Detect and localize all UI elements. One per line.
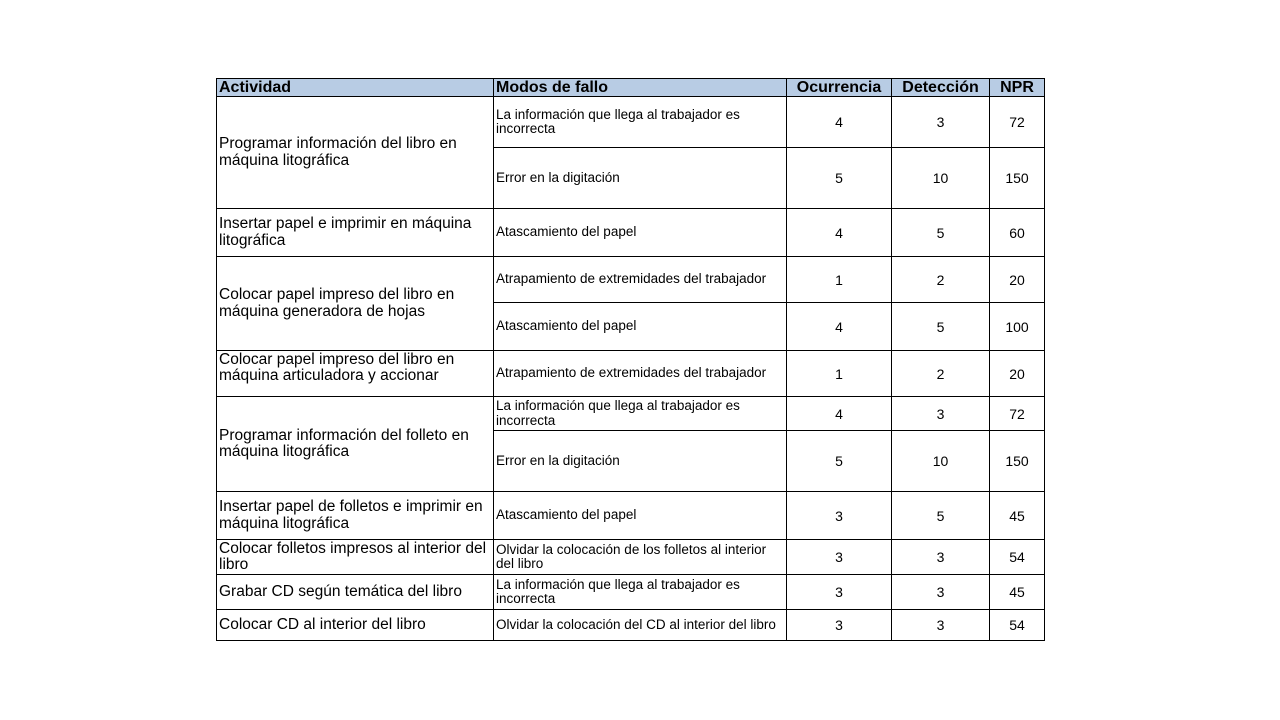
activity-cell: Grabar CD según temática del libro [217,575,494,610]
activity-cell: Insertar papel e imprimir en máquina litográfica [217,209,494,257]
activity-cell: Programar información del libro en máquina litográfica [217,97,494,209]
table-row [217,257,1045,303]
failure-mode-cell: Atascamiento del papel [494,209,787,257]
detection-cell: 3 [892,610,990,641]
detection-cell: 5 [892,209,990,257]
npr-cell: 54 [990,610,1045,641]
detection-cell: 5 [892,492,990,540]
table-row [217,540,1045,575]
detection-cell: 2 [892,351,990,397]
detection-cell: 10 [892,148,990,209]
activity-cell: Colocar CD al interior del libro [217,610,494,641]
npr-cell: 20 [990,257,1045,303]
header-deteccion: Detección [892,79,990,97]
npr-cell: 20 [990,351,1045,397]
failure-mode-cell: Error en la digitación [494,148,787,209]
occurrence-cell: 4 [787,303,892,351]
npr-cell: 45 [990,575,1045,610]
detection-cell: 10 [892,431,990,492]
table-row [217,209,1045,257]
fmea-table [216,78,1045,641]
header-ocurrencia: Ocurrencia [787,79,892,97]
activity-cell: Insertar papel de folletos e imprimir en máquina litográfica [217,492,494,540]
occurrence-cell: 4 [787,397,892,431]
failure-mode-cell: Error en la digitación [494,431,787,492]
npr-cell: 45 [990,492,1045,540]
occurrence-cell: 1 [787,257,892,303]
table-row [217,610,1045,641]
activity-cell: Programar información del folleto en máquina litográfica [217,397,494,492]
table-row [217,397,1045,431]
detection-cell: 5 [892,303,990,351]
occurrence-cell: 5 [787,148,892,209]
failure-mode-cell: La información que llega al trabajador es incorrecta [494,397,787,431]
header-row [217,79,1045,97]
occurrence-cell: 4 [787,209,892,257]
failure-mode-cell: Atascamiento del papel [494,492,787,540]
npr-cell: 72 [990,397,1045,431]
npr-cell: 100 [990,303,1045,351]
activity-cell: Colocar papel impreso del libro en máquina generadora de hojas [217,257,494,351]
header-modos-de-fallo: Modos de fallo [494,79,787,97]
occurrence-cell: 3 [787,540,892,575]
table-row [217,492,1045,540]
table-row [217,97,1045,148]
failure-mode-cell: Olvidar la colocación de los folletos al interior del libro [494,540,787,575]
detection-cell: 3 [892,575,990,610]
occurrence-cell: 1 [787,351,892,397]
npr-cell: 150 [990,431,1045,492]
failure-mode-cell: La información que llega al trabajador es incorrecta [494,575,787,610]
occurrence-cell: 3 [787,610,892,641]
header-actividad: Actividad [217,79,494,97]
activity-cell: Colocar folletos impresos al interior del libro [217,540,494,575]
occurrence-cell: 4 [787,97,892,148]
failure-mode-cell: Atrapamiento de extremidades del trabajador [494,351,787,397]
detection-cell: 3 [892,397,990,431]
header-npr: NPR [990,79,1045,97]
failure-mode-cell: La información que llega al trabajador es incorrecta [494,97,787,148]
failure-mode-cell: Olvidar la colocación del CD al interior del libro [494,610,787,641]
detection-cell: 3 [892,540,990,575]
detection-cell: 2 [892,257,990,303]
occurrence-cell: 3 [787,575,892,610]
occurrence-cell: 5 [787,431,892,492]
table-row [217,575,1045,610]
npr-cell: 60 [990,209,1045,257]
failure-mode-cell: Atascamiento del papel [494,303,787,351]
detection-cell: 3 [892,97,990,148]
occurrence-cell: 3 [787,492,892,540]
table-row [217,351,1045,397]
activity-text: Colocar papel impreso del libro en máquina articuladora y accionar [219,351,455,384]
npr-cell: 150 [990,148,1045,209]
failure-mode-cell: Atrapamiento de extremidades del trabajador [494,257,787,303]
activity-cell [217,351,494,397]
npr-cell: 72 [990,97,1045,148]
npr-cell: 54 [990,540,1045,575]
